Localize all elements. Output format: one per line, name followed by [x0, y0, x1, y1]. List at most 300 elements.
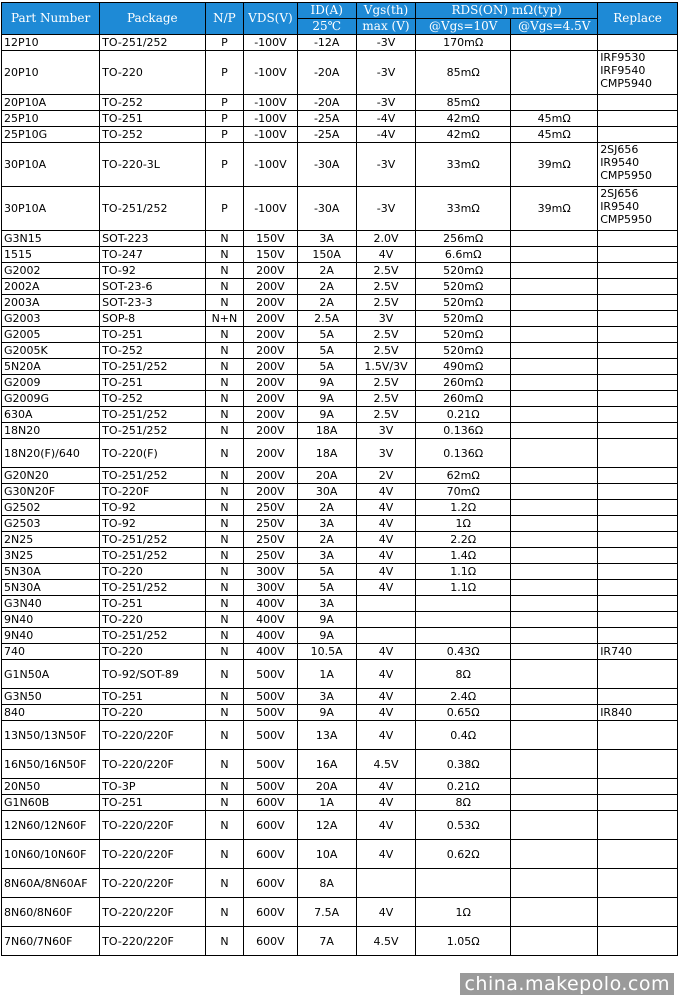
cell-id: 10A	[297, 840, 356, 869]
cell-rds-45v	[511, 869, 598, 898]
cell-part-number: 2003A	[2, 295, 100, 311]
cell-np: N	[205, 795, 244, 811]
table-row	[2, 327, 678, 343]
table-row	[2, 580, 678, 596]
cell-vgs: 4V	[356, 516, 415, 532]
cell-vds: 600V	[244, 840, 297, 869]
cell-replace	[598, 750, 678, 779]
cell-id: 2.5A	[297, 311, 356, 327]
cell-rds-45v	[511, 811, 598, 840]
replace-part: IR9540	[600, 200, 640, 213]
cell-rds-10v: 520mΩ	[416, 295, 511, 311]
cell-np: N	[205, 468, 244, 484]
table-row	[2, 263, 678, 279]
cell-id: 2A	[297, 263, 356, 279]
cell-vgs: 4V	[356, 580, 415, 596]
cell-part-number: 2N25	[2, 532, 100, 548]
cell-package: TO-251	[100, 689, 205, 705]
cell-np: N	[205, 516, 244, 532]
header-vgs: Vgs(th)	[356, 3, 415, 19]
replace-part: 2SJ656	[600, 143, 639, 156]
cell-np: N	[205, 927, 244, 956]
table-row	[2, 51, 678, 95]
cell-id: 8A	[297, 869, 356, 898]
cell-id: 20A	[297, 779, 356, 795]
cell-part-number: 630A	[2, 407, 100, 423]
cell-replace	[598, 327, 678, 343]
cell-part-number: 20N50	[2, 779, 100, 795]
cell-vgs: 3V	[356, 423, 415, 439]
table-row	[2, 187, 678, 231]
table-body	[2, 35, 678, 956]
cell-vgs: 2.5V	[356, 263, 415, 279]
cell-rds-45v: 45mΩ	[511, 111, 598, 127]
cell-id: 1A	[297, 660, 356, 689]
cell-rds-45v	[511, 689, 598, 705]
cell-rds-45v	[511, 359, 598, 375]
cell-np: N	[205, 532, 244, 548]
cell-package: TO-220	[100, 564, 205, 580]
cell-rds-10v: 0.21Ω	[416, 407, 511, 423]
cell-id: 16A	[297, 750, 356, 779]
cell-np: N	[205, 612, 244, 628]
cell-vds: 250V	[244, 500, 297, 516]
cell-rds-10v: 490mΩ	[416, 359, 511, 375]
cell-package: TO-251/252	[100, 580, 205, 596]
cell-rds-45v	[511, 500, 598, 516]
cell-vgs: 4V	[356, 840, 415, 869]
cell-rds-45v	[511, 564, 598, 580]
cell-rds-10v: 8Ω	[416, 660, 511, 689]
watermark: china.makepolo.com	[460, 973, 674, 995]
cell-replace	[598, 127, 678, 143]
cell-part-number: 18N20(F)/640	[2, 439, 100, 468]
table-row	[2, 391, 678, 407]
cell-id: 5A	[297, 564, 356, 580]
replace-part: 2SJ656	[600, 187, 639, 200]
table-row	[2, 898, 678, 927]
cell-rds-45v	[511, 660, 598, 689]
cell-part-number: 9N40	[2, 612, 100, 628]
table-row	[2, 375, 678, 391]
cell-vgs: 2.0V	[356, 231, 415, 247]
cell-id: 3A	[297, 516, 356, 532]
cell-part-number: 16N50/16N50F	[2, 750, 100, 779]
cell-rds-45v	[511, 231, 598, 247]
cell-rds-10v: 0.136Ω	[416, 439, 511, 468]
cell-replace	[598, 359, 678, 375]
cell-part-number: G2503	[2, 516, 100, 532]
cell-rds-10v: 0.65Ω	[416, 705, 511, 721]
cell-replace	[598, 111, 678, 127]
cell-vds: 200V	[244, 263, 297, 279]
cell-replace	[598, 548, 678, 564]
cell-np: N	[205, 263, 244, 279]
cell-package: TO-251/252	[100, 532, 205, 548]
cell-rds-45v	[511, 295, 598, 311]
cell-vds: 500V	[244, 689, 297, 705]
cell-vgs: -4V	[356, 127, 415, 143]
cell-part-number: G2005K	[2, 343, 100, 359]
cell-package: TO-220	[100, 612, 205, 628]
cell-np: N	[205, 247, 244, 263]
cell-part-number: G2502	[2, 500, 100, 516]
cell-package: SOT-23-3	[100, 295, 205, 311]
cell-vds: 200V	[244, 359, 297, 375]
cell-part-number: G3N40	[2, 596, 100, 612]
cell-replace	[598, 407, 678, 423]
cell-vds: 200V	[244, 279, 297, 295]
cell-vgs: 2.5V	[356, 391, 415, 407]
cell-part-number: 5N30A	[2, 564, 100, 580]
cell-vds: 400V	[244, 596, 297, 612]
cell-package: TO-92	[100, 263, 205, 279]
cell-package: SOT-223	[100, 231, 205, 247]
replace-part: IR9540	[600, 156, 640, 169]
cell-vgs: 4V	[356, 484, 415, 500]
cell-np: N	[205, 596, 244, 612]
cell-replace	[598, 564, 678, 580]
cell-replace	[598, 721, 678, 750]
cell-rds-45v	[511, 35, 598, 51]
cell-vds: 150V	[244, 247, 297, 263]
cell-rds-10v: 256mΩ	[416, 231, 511, 247]
cell-replace	[598, 660, 678, 689]
cell-part-number: 2002A	[2, 279, 100, 295]
replace-part: CMP5940	[600, 77, 652, 90]
cell-package: TO-252	[100, 391, 205, 407]
cell-rds-10v: 33mΩ	[416, 187, 511, 231]
table-row	[2, 564, 678, 580]
cell-rds-45v	[511, 439, 598, 468]
cell-rds-45v	[511, 705, 598, 721]
cell-rds-45v	[511, 95, 598, 111]
cell-vds: 500V	[244, 705, 297, 721]
cell-rds-45v	[511, 375, 598, 391]
cell-rds-45v: 39mΩ	[511, 187, 598, 231]
cell-rds-10v: 520mΩ	[416, 279, 511, 295]
table-row	[2, 612, 678, 628]
cell-rds-45v	[511, 311, 598, 327]
cell-rds-45v	[511, 343, 598, 359]
header-vgs-max: max (V)	[356, 19, 415, 35]
cell-part-number: 12N60/12N60F	[2, 811, 100, 840]
cell-np: N	[205, 423, 244, 439]
table-row	[2, 628, 678, 644]
cell-replace	[598, 689, 678, 705]
cell-rds-45v	[511, 750, 598, 779]
cell-vgs: 4V	[356, 689, 415, 705]
table-row	[2, 689, 678, 705]
cell-rds-45v	[511, 407, 598, 423]
table-row	[2, 343, 678, 359]
cell-vds: 500V	[244, 779, 297, 795]
cell-replace	[598, 811, 678, 840]
cell-replace	[598, 295, 678, 311]
cell-rds-45v	[511, 580, 598, 596]
table-row	[2, 721, 678, 750]
cell-np: P	[205, 187, 244, 231]
cell-part-number: 5N30A	[2, 580, 100, 596]
cell-part-number: G3N15	[2, 231, 100, 247]
cell-vds: -100V	[244, 51, 297, 95]
cell-id: 2A	[297, 532, 356, 548]
cell-vgs: -3V	[356, 35, 415, 51]
table-row	[2, 869, 678, 898]
cell-replace	[598, 927, 678, 956]
cell-part-number: 840	[2, 705, 100, 721]
table-row	[2, 644, 678, 660]
cell-np: N	[205, 548, 244, 564]
table-row	[2, 295, 678, 311]
cell-vgs: -3V	[356, 51, 415, 95]
cell-np: N	[205, 279, 244, 295]
cell-vgs: 3V	[356, 311, 415, 327]
cell-rds-10v: 2.2Ω	[416, 532, 511, 548]
cell-rds-45v	[511, 628, 598, 644]
cell-np: N	[205, 779, 244, 795]
cell-part-number: 1515	[2, 247, 100, 263]
cell-rds-45v	[511, 247, 598, 263]
cell-vds: 600V	[244, 811, 297, 840]
table-row	[2, 660, 678, 689]
cell-np: N	[205, 721, 244, 750]
cell-vgs: 4V	[356, 898, 415, 927]
cell-id: -30A	[297, 143, 356, 187]
cell-np: N	[205, 750, 244, 779]
cell-np: N	[205, 869, 244, 898]
cell-np: N	[205, 811, 244, 840]
cell-vgs	[356, 596, 415, 612]
cell-part-number: 7N60/7N60F	[2, 927, 100, 956]
cell-rds-45v	[511, 779, 598, 795]
cell-id: 3A	[297, 548, 356, 564]
cell-id: 7A	[297, 927, 356, 956]
cell-package: TO-220	[100, 644, 205, 660]
cell-rds-10v: 0.62Ω	[416, 840, 511, 869]
table-row	[2, 111, 678, 127]
cell-vds: -100V	[244, 95, 297, 111]
cell-id: 1A	[297, 795, 356, 811]
cell-id: 5A	[297, 580, 356, 596]
cell-package: TO-220(F)	[100, 439, 205, 468]
cell-vgs: 4V	[356, 795, 415, 811]
cell-np: N	[205, 343, 244, 359]
cell-id: -25A	[297, 127, 356, 143]
cell-package: TO-251/252	[100, 548, 205, 564]
replace-part: IR740	[600, 645, 633, 658]
cell-vds: 200V	[244, 343, 297, 359]
table-row	[2, 750, 678, 779]
cell-rds-10v: 0.4Ω	[416, 721, 511, 750]
cell-id: 3A	[297, 689, 356, 705]
cell-replace	[598, 580, 678, 596]
cell-np: N	[205, 484, 244, 500]
cell-id: 9A	[297, 407, 356, 423]
table-row	[2, 127, 678, 143]
cell-vds: 500V	[244, 660, 297, 689]
table-row	[2, 247, 678, 263]
cell-replace	[598, 439, 678, 468]
cell-replace	[598, 840, 678, 869]
cell-id: 5A	[297, 327, 356, 343]
cell-rds-45v	[511, 721, 598, 750]
cell-vds: 250V	[244, 548, 297, 564]
cell-rds-10v: 2.4Ω	[416, 689, 511, 705]
table-row	[2, 779, 678, 795]
cell-replace	[598, 779, 678, 795]
cell-rds-45v	[511, 532, 598, 548]
cell-np: P	[205, 95, 244, 111]
cell-vds: 600V	[244, 927, 297, 956]
cell-vgs: 4V	[356, 548, 415, 564]
cell-vgs	[356, 612, 415, 628]
cell-part-number: G1N50A	[2, 660, 100, 689]
mosfet-spec-table	[1, 2, 678, 956]
cell-part-number: G2005	[2, 327, 100, 343]
cell-vgs: 1.5V/3V	[356, 359, 415, 375]
cell-package: TO-92	[100, 500, 205, 516]
cell-replace	[598, 705, 678, 721]
table-row	[2, 35, 678, 51]
cell-package: TO-220-3L	[100, 143, 205, 187]
cell-replace	[598, 231, 678, 247]
cell-vds: 150V	[244, 231, 297, 247]
cell-rds-10v: 520mΩ	[416, 311, 511, 327]
cell-part-number: G2002	[2, 263, 100, 279]
cell-rds-10v	[416, 869, 511, 898]
cell-replace	[598, 95, 678, 111]
cell-vds: 600V	[244, 795, 297, 811]
cell-vds: 200V	[244, 375, 297, 391]
cell-np: N	[205, 705, 244, 721]
cell-rds-10v: 520mΩ	[416, 343, 511, 359]
cell-rds-10v: 170mΩ	[416, 35, 511, 51]
cell-part-number: 10N60/10N60F	[2, 840, 100, 869]
cell-package: TO-220	[100, 705, 205, 721]
cell-rds-45v	[511, 644, 598, 660]
cell-vds: 200V	[244, 391, 297, 407]
cell-part-number: 30P10A	[2, 187, 100, 231]
cell-package: TO-220/220F	[100, 869, 205, 898]
cell-vgs: 2V	[356, 468, 415, 484]
cell-replace	[598, 628, 678, 644]
table-row	[2, 927, 678, 956]
cell-replace	[598, 263, 678, 279]
cell-part-number: 5N20A	[2, 359, 100, 375]
cell-part-number: 20P10	[2, 51, 100, 95]
header-id: ID(A)	[297, 3, 356, 19]
cell-replace	[598, 612, 678, 628]
cell-rds-10v: 70mΩ	[416, 484, 511, 500]
cell-id: 13A	[297, 721, 356, 750]
cell-package: TO-252	[100, 343, 205, 359]
cell-np: P	[205, 51, 244, 95]
table-row	[2, 532, 678, 548]
header-row	[2, 3, 678, 19]
cell-vgs: 2.5V	[356, 279, 415, 295]
cell-vgs: -4V	[356, 111, 415, 127]
header-replace: Replace	[598, 3, 678, 35]
header-id-temp: 25℃	[297, 19, 356, 35]
cell-id: 2A	[297, 500, 356, 516]
cell-replace	[598, 391, 678, 407]
cell-vgs: 4V	[356, 705, 415, 721]
cell-id: 9A	[297, 705, 356, 721]
cell-replace	[598, 51, 678, 95]
cell-package: TO-251	[100, 327, 205, 343]
table-row	[2, 311, 678, 327]
cell-package: TO-251	[100, 795, 205, 811]
cell-part-number: 740	[2, 644, 100, 660]
cell-id: 3A	[297, 231, 356, 247]
cell-np: N	[205, 231, 244, 247]
cell-vds: 200V	[244, 311, 297, 327]
cell-id: 5A	[297, 343, 356, 359]
cell-rds-10v: 1.4Ω	[416, 548, 511, 564]
cell-vds: 200V	[244, 484, 297, 500]
cell-vds: 250V	[244, 532, 297, 548]
table-row	[2, 143, 678, 187]
cell-package: TO-220/220F	[100, 811, 205, 840]
cell-rds-45v	[511, 423, 598, 439]
cell-vgs: -3V	[356, 143, 415, 187]
cell-part-number: G2003	[2, 311, 100, 327]
cell-id: -12A	[297, 35, 356, 51]
cell-part-number: G3N50	[2, 689, 100, 705]
cell-vds: 500V	[244, 721, 297, 750]
cell-id: 2A	[297, 279, 356, 295]
cell-vgs: 4V	[356, 500, 415, 516]
cell-rds-10v: 0.136Ω	[416, 423, 511, 439]
cell-rds-45v: 45mΩ	[511, 127, 598, 143]
cell-id: -25A	[297, 111, 356, 127]
cell-package: TO-220F	[100, 484, 205, 500]
cell-id: -30A	[297, 187, 356, 231]
cell-id: -20A	[297, 51, 356, 95]
cell-np: N	[205, 628, 244, 644]
cell-vgs: 4.5V	[356, 750, 415, 779]
cell-vgs: 4V	[356, 660, 415, 689]
cell-vds: 200V	[244, 327, 297, 343]
cell-vds: 300V	[244, 564, 297, 580]
cell-part-number: G1N60B	[2, 795, 100, 811]
cell-np: N	[205, 580, 244, 596]
cell-rds-10v: 1.2Ω	[416, 500, 511, 516]
cell-np: N	[205, 439, 244, 468]
cell-vds: 400V	[244, 612, 297, 628]
cell-vds: 200V	[244, 295, 297, 311]
cell-part-number: 20P10A	[2, 95, 100, 111]
table-row	[2, 705, 678, 721]
cell-vgs: 4V	[356, 721, 415, 750]
cell-np: N	[205, 407, 244, 423]
replace-part: CMP5950	[600, 169, 652, 182]
cell-rds-10v: 85mΩ	[416, 95, 511, 111]
cell-vgs: 2.5V	[356, 375, 415, 391]
cell-part-number: 18N20	[2, 423, 100, 439]
cell-part-number: 25P10G	[2, 127, 100, 143]
cell-np: N	[205, 391, 244, 407]
table-row	[2, 516, 678, 532]
cell-rds-10v: 520mΩ	[416, 263, 511, 279]
cell-package: TO-220/220F	[100, 840, 205, 869]
cell-vds: 400V	[244, 628, 297, 644]
cell-id: 9A	[297, 375, 356, 391]
cell-id: 20A	[297, 468, 356, 484]
cell-np: N	[205, 500, 244, 516]
cell-replace	[598, 516, 678, 532]
